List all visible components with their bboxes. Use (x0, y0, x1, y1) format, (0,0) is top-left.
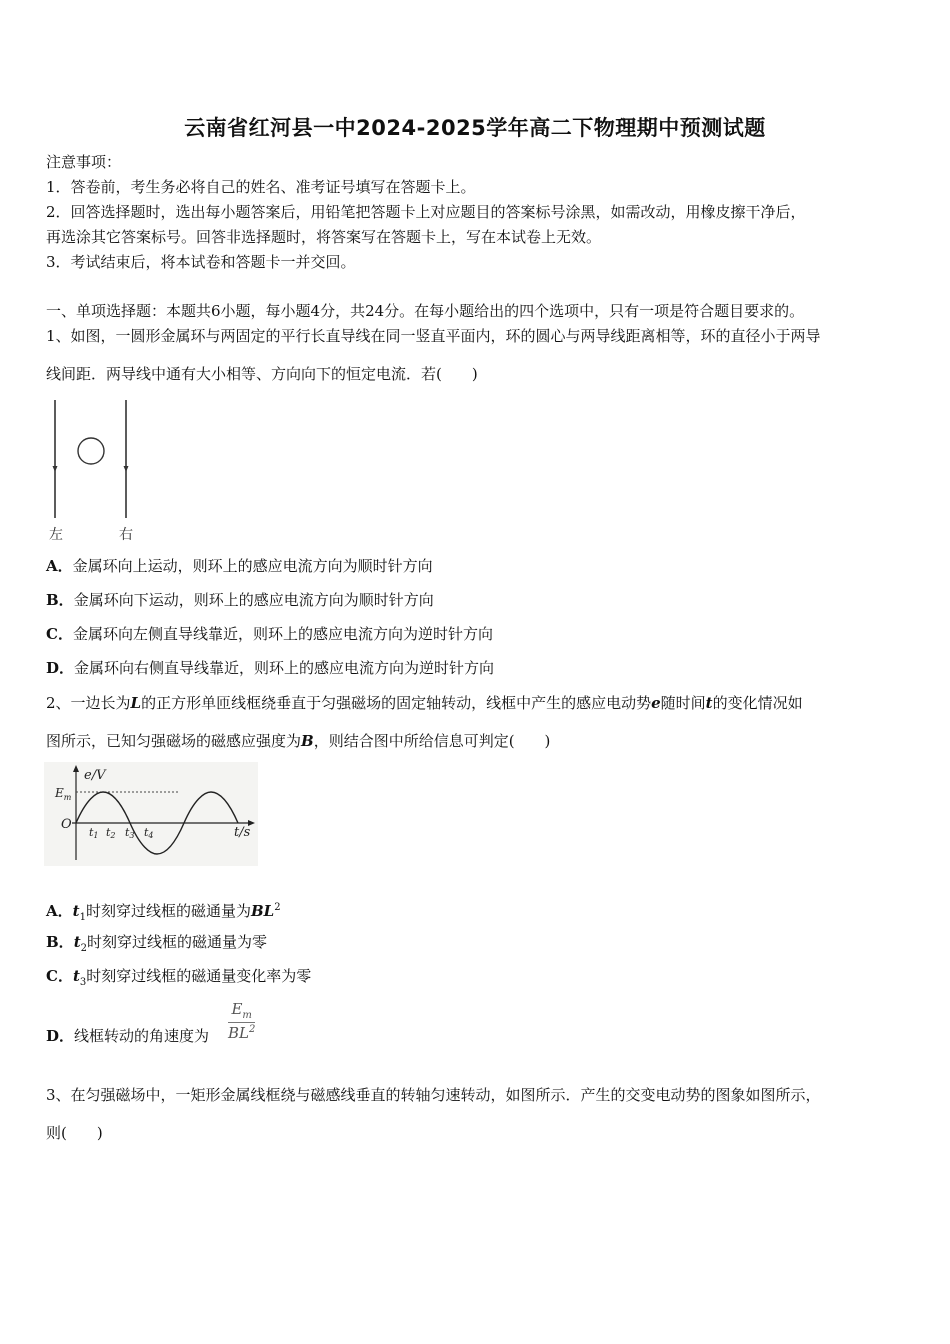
wires-ring-diagram (46, 396, 146, 544)
em-symbol: E (55, 786, 64, 800)
option-text: 金属环向上运动，则环上的感应电流方向为顺时针方向 (72, 557, 433, 575)
q2-stem-line1 (46, 693, 803, 713)
var-B: B (301, 732, 314, 750)
option-letter: A． (46, 557, 73, 575)
var-e: e (651, 694, 661, 712)
option-text: 时刻穿过线框的磁通量变化率为零 (86, 967, 312, 985)
stem-text: ，则结合图中所给信息可判定( ) (313, 732, 551, 750)
option-letter: D． (46, 1027, 75, 1045)
q1-option-c (46, 624, 493, 644)
q2-option-d (46, 1026, 209, 1046)
t1-symbol: t (89, 826, 94, 839)
t1-subscript: 1 (93, 831, 99, 840)
origin-label: O (61, 817, 72, 832)
y-axis-label: e/V (84, 768, 106, 783)
notice-item-2a: 2．回答选择题时，选出每小题答案后，用铅笔把答题卡上对应题目的答案标号涂黑，如需改动，用橡皮擦干净后， (46, 203, 806, 221)
q1-option-a (46, 556, 433, 576)
notice-item-3: 3．考试结束后，将本试卷和答题卡一并交回。 (46, 253, 356, 271)
option-letter: C． (46, 967, 73, 985)
option-letter: C． (46, 625, 73, 643)
q2-stem-line2 (46, 731, 550, 751)
q1-option-d (46, 658, 494, 678)
t3-symbol: t (125, 826, 130, 839)
var-BL: BL (250, 902, 275, 920)
y-axis-arrow-icon (73, 765, 79, 772)
option-text: 金属环向右侧直导线靠近，则环上的感应电流方向为逆时针方向 (74, 659, 495, 677)
t4-subscript: 4 (148, 831, 154, 840)
q2-option-a (46, 898, 281, 928)
numerator-subscript: m (242, 1010, 252, 1021)
omega-fraction (228, 1000, 255, 1042)
t1-label (89, 826, 99, 840)
var-L: L (130, 694, 142, 712)
subscript: 1 (79, 912, 86, 923)
stem-text: 图所示，已知匀强磁场的磁感应强度为 (46, 732, 302, 750)
em-label (54, 786, 72, 802)
var-t: t (72, 967, 80, 985)
subscript: 3 (79, 977, 87, 988)
fraction-numerator (228, 1000, 255, 1023)
option-letter: B． (46, 933, 74, 951)
option-text: 金属环向下运动，则环上的感应电流方向为顺时针方向 (73, 591, 434, 609)
right-label: 右 (119, 527, 133, 543)
stem-text: 随时间 (660, 694, 706, 712)
q1-figure (46, 396, 146, 544)
option-letter: D． (46, 659, 75, 677)
page-title: 云南省红河县一中2024-2025学年高二下物理期中预测试题 (184, 116, 766, 140)
stem-text: 的变化情况如 (712, 694, 803, 712)
notice-heading: 注意事项： (46, 153, 122, 171)
q3-stem-line2: 则( ) (46, 1124, 103, 1142)
x-axis-label: t/s (234, 825, 251, 840)
q2-graph (44, 762, 258, 866)
right-current-arrow-icon (124, 466, 129, 472)
t3-subscript: 3 (129, 831, 135, 840)
var-t: t (73, 933, 81, 951)
t4-label (144, 826, 154, 840)
emf-sine-graph (44, 762, 258, 866)
option-text: 时刻穿过线框的磁通量为 (85, 902, 251, 920)
option-text: 时刻穿过线框的磁通量为零 (87, 933, 268, 951)
q1-stem-line2: 线间距．两导线中通有大小相等、方向向下的恒定电流．若( ) (46, 365, 478, 383)
q2-option-c (46, 966, 311, 993)
numerator-symbol: E (231, 1000, 243, 1018)
metal-ring (78, 438, 104, 464)
q1-stem-line1: 1、如图，一圆形金属环与两固定的平行长直导线在同一竖直平面内，环的圆心与两导线距离相等，环的直径小于两导 (46, 327, 821, 345)
t2-label (106, 826, 116, 840)
superscript: 2 (274, 902, 281, 913)
q2-option-b (46, 932, 267, 959)
left-label: 左 (49, 527, 63, 543)
q1-option-b (46, 590, 434, 610)
var-t: t (72, 902, 80, 920)
notice-item-2b: 再选涂其它答案标号。回答非选择题时，将答案写在答题卡上，写在本试卷上无效。 (46, 228, 602, 246)
option-letter: B． (46, 591, 74, 609)
denominator-symbol: BL (228, 1024, 249, 1042)
var-t: t (705, 694, 713, 712)
t4-symbol: t (144, 826, 149, 839)
stem-text: 2、一边长为 (46, 694, 131, 712)
stem-text: 的正方形单匝线框绕垂直于匀强磁场的固定轴转动，线框中产生的感应电动势 (141, 694, 652, 712)
denominator-superscript: 2 (248, 1024, 256, 1035)
q3-stem-line1: 3、在匀强磁场中，一矩形金属线框绕与磁感线垂直的转轴匀速转动，如图所示．产生的交变电动势的图象如图所示， (46, 1086, 821, 1104)
t2-symbol: t (106, 826, 111, 839)
section-heading: 一、单项选择题：本题共6小题，每小题4分，共24分。在每小题给出的四个选项中，只有一项是符合题目要求的。 (46, 302, 805, 320)
option-letter: A． (46, 902, 73, 920)
left-current-arrow-icon (53, 466, 58, 472)
notice-item-1: 1．答卷前，考生务必将自己的姓名、准考证号填写在答题卡上。 (46, 178, 476, 196)
option-text: 金属环向左侧直导线靠近，则环上的感应电流方向为逆时针方向 (72, 625, 493, 643)
option-text: 线框转动的角速度为 (74, 1027, 210, 1045)
em-subscript: m (63, 793, 72, 802)
subscript: 2 (80, 943, 87, 954)
t2-subscript: 2 (110, 831, 116, 840)
fraction-denominator (228, 1023, 255, 1042)
